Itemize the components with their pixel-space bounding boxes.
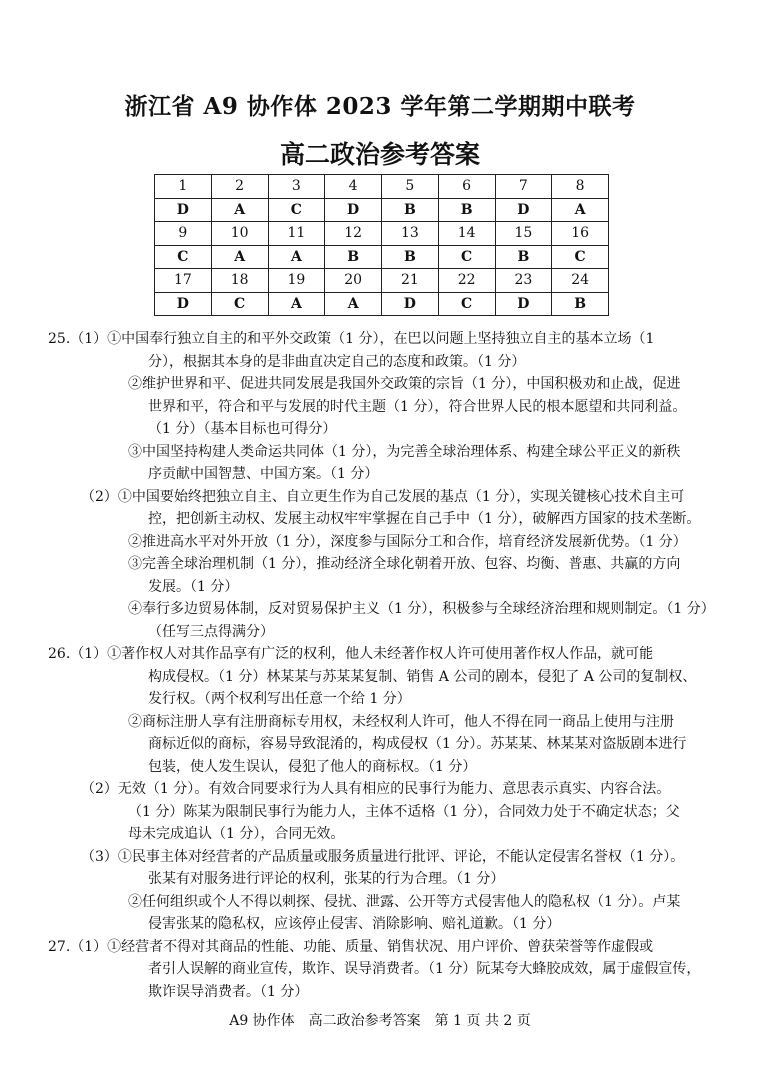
answer-line: 侵害张某的隐私权，应该停止侵害、消除影响、赔礼道歉。（1 分） [148,916,561,932]
answer-cell: B [382,198,439,222]
answer-line: ②任何组织或个人不得以刺探、侵扰、泄露、公开等方式侵害他人的隐私权（1 分）。卢某 [128,893,681,910]
question-number-cell: 17 [155,269,212,293]
question-number-cell: 7 [495,175,552,199]
answer-line: （1 分）陈某为限制民事行为能力人，主体不适格（1 分），合同效力处于不确定状态；父 [128,803,680,820]
answer-letter-row [155,292,609,316]
question-number-cell: 11 [268,222,325,246]
answer-cell: D [495,198,552,222]
answer-cell: B [438,198,495,222]
question-number-cell: 12 [325,222,382,246]
question-number-cell: 3 [268,175,325,199]
question-number-cell: 23 [495,269,552,293]
answer-cell: C [438,292,495,316]
answer-line: （2）①中国要始终把独立自主、自立更生作为自己发展的基点（1 分），实现关键核心技术自主可 [81,488,685,505]
question-number-cell: 2 [211,175,268,199]
question-number-cell: 13 [382,222,439,246]
answer-cell: D [155,198,212,222]
answer-line: （任写三点得满分） [148,623,274,640]
answer-cell: D [382,292,439,316]
question-number-cell: 19 [268,269,325,293]
answer-cell: C [438,245,495,269]
question-number-row [155,269,609,293]
answer-cell: B [495,245,552,269]
question-number-cell: 24 [552,269,609,293]
answer-line: 构成侵权。（1 分）林某某与苏某某复制、销售 A 公司的剧本，侵犯了 A 公司的复制权、 [148,668,697,685]
answer-line: 发展。（1 分） [148,578,239,595]
question-number-cell: 5 [382,175,439,199]
answer-line: 分），根据其本身的是非曲直决定自己的态度和政策。（1 分） [148,353,526,370]
answer-line: 商标近似的商标，容易导致混淆的，构成侵权（1 分）。苏某某、林某某对盗版剧本进行 [148,736,687,752]
answer-cell: C [155,245,212,269]
answer-line: ②推进高水平对外开放（1 分），深度参与国际分工和合作，培育经济发展新优势。（1 分） [128,533,687,550]
question-number-cell: 9 [155,222,212,246]
answer-cell: A [325,292,382,316]
answer-line: 序贡献中国智慧、中国方案。（1 分） [148,466,379,482]
answer-cell: B [382,245,439,269]
question-number-cell: 22 [438,269,495,293]
question-number-cell: 8 [552,175,609,199]
answer-line: 世界和平，符合和平与发展的时代主题（1 分），符合世界人民的根本愿望和共同利益。 [148,398,687,415]
answer-line: 发行权。（两个权利写出任意一个给 1 分） [148,691,411,707]
answer-line: 欺诈误导消费者。（1 分） [148,983,309,1000]
question-number-cell: 15 [495,222,552,246]
answer-line: ③中国坚持构建人类命运共同体（1 分），为完善全球治理体系、构建全球公平正义的新秩 [128,443,681,460]
page-footer: A9 协作体 高二政治参考答案 第 1 页 共 2 页 [229,1013,531,1029]
answer-cell: C [268,198,325,222]
answer-cell: C [552,245,609,269]
question-number-cell: 6 [438,175,495,199]
answer-cell: A [211,198,268,222]
question-number-cell: 18 [211,269,268,293]
answer-letter-row [155,245,609,269]
answer-cell: D [325,198,382,222]
answer-line: ④奉行多边贸易体制，反对贸易保护主义（1 分），积极参与全球经济治理和规则制定。（1 分） [128,601,715,617]
answer-line: 27.（1）①经营者不得对其商品的性能、功能、质量、销售状况、用户评价、曾获荣誉等作虚假或 [48,938,654,955]
question-number-cell: 14 [438,222,495,246]
question-number-cell: 1 [155,175,212,199]
answer-line: ②维护世界和平、促进共同发展是我国外交政策的宗旨（1 分），中国积极劝和止战，促进 [128,376,681,392]
answer-line: 者引人误解的商业宣传，欺诈、误导消费者。（1 分）阮某夸大蜂胶成效，属于虚假宣传， [148,961,701,977]
document-subtitle: 高二政治参考答案 [279,140,480,169]
answer-line: ③完善全球治理机制（1 分），推动经济全球化朝着开放、包容、均衡、普惠、共赢的方向 [128,556,681,572]
answer-line: 张某有对服务进行评论的权利，张某的行为合理。（1 分） [148,871,505,887]
question-number-row [155,175,609,199]
question-number-cell: 20 [325,269,382,293]
answer-line: 25.（1）①中国奉行独立自主的和平外交政策（1 分），在巴以问题上坚持独立自主的基本立场（1 [48,331,655,347]
answer-cell: A [268,245,325,269]
answer-letter-row [155,198,609,222]
answer-cell: A [268,292,325,316]
document-title: 浙江省 A9 协作体 2023 学年第二学期期中联考 [124,93,636,120]
answer-line: （1 分）（基本目标也可得分） [148,421,337,437]
answer-table [154,174,609,316]
answer-line: （2）无效（1 分）。有效合同要求行为人具有相应的民事行为能力、意思表示真实、内容合法。 [81,781,671,797]
answer-cell: A [552,198,609,222]
answer-line: （3）①民事主体对经营者的产品质量或服务质量进行批评、评论，不能认定侵害名誉权（1 分）。 [81,848,685,865]
question-number-cell: 4 [325,175,382,199]
question-number-row [155,222,609,246]
answer-cell: D [495,292,552,316]
answer-body [48,328,728,1003]
answer-line: ②商标注册人享有注册商标专用权，未经权利人许可，他人不得在同一商品上使用与注册 [128,713,674,730]
question-number-cell: 10 [211,222,268,246]
answer-cell: B [552,292,609,316]
answer-cell: C [211,292,268,316]
answer-line: 26.（1）①著作权人对其作品享有广泛的权利，他人未经著作权人许可使用著作权人作品，就可能 [48,646,654,662]
question-number-cell: 21 [382,269,439,293]
answer-cell: A [211,245,268,269]
answer-line: 包装，使人发生误认，侵犯了他人的商标权。（1 分） [148,758,477,775]
answer-line: 母未完成追认（1 分），合同无效。 [128,826,345,842]
answer-cell: B [325,245,382,269]
question-number-cell: 16 [552,222,609,246]
answer-cell: D [155,292,212,316]
answer-line: 控，把创新主动权、发展主动权牢牢掌握在自己手中（1 分），破解西方国家的技术垄断。 [148,511,701,527]
